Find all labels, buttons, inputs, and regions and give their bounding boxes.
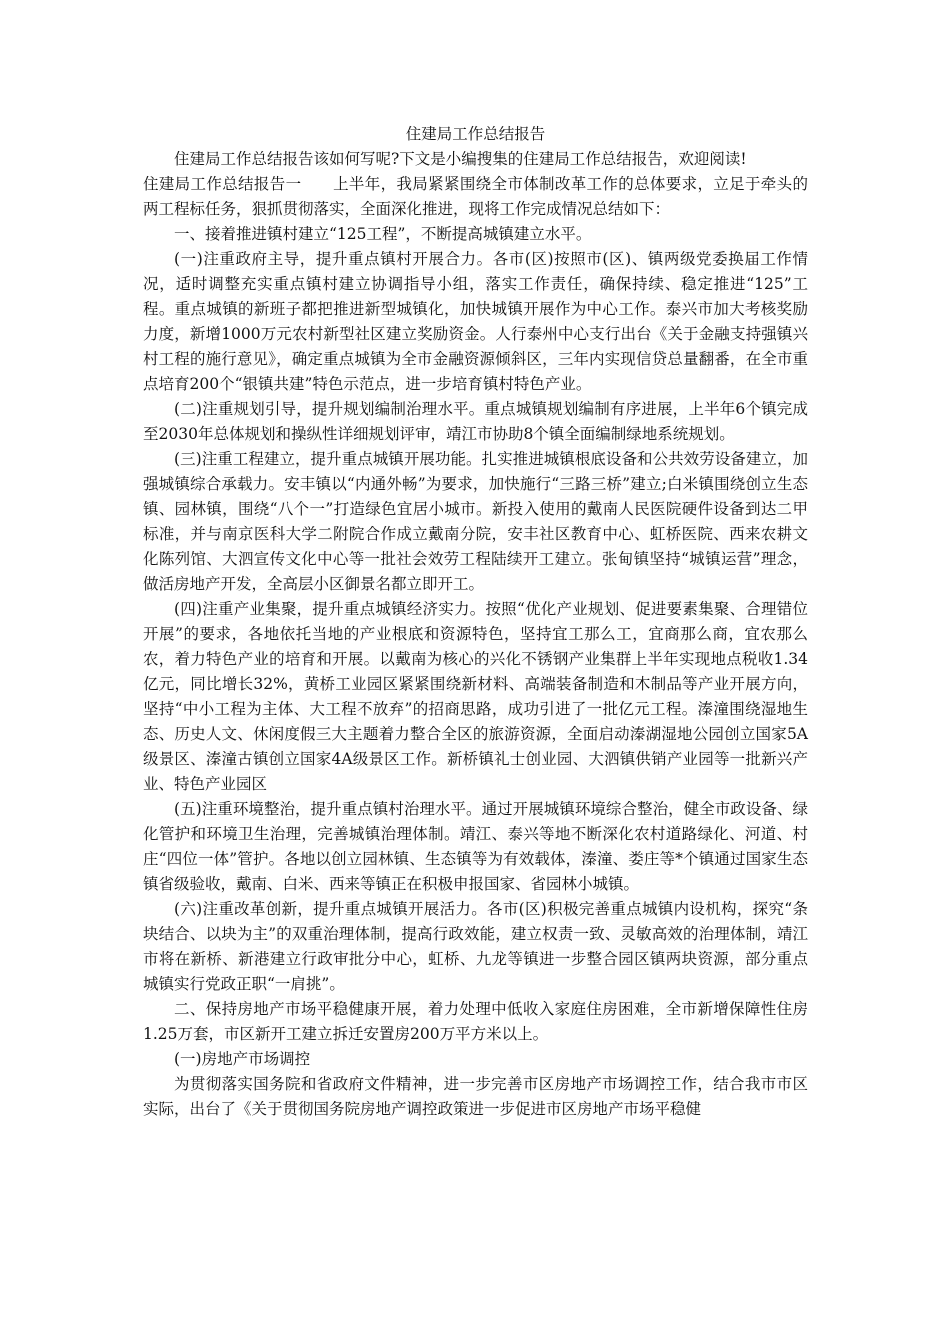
subsection-heading-market-control: (一)房地产市场调控	[174, 1050, 311, 1068]
paragraph-industry-cluster: (四)注重产业集聚，提升重点城镇经济实力。按照“优化产业规划、促进要素集聚、合理错位开展”的要求，各地依托当地的产业根底和资源特色，坚持宜工那么工，宜商那么商，宜农那么农，着力特色产业的培育和开展。以戴南为核心的兴化不锈钢产业集群上半年实现地点税收1.34亿元，同比增长32%，黄桥工业园区紧紧围绕新材料、高端装备制造和木制品等产业开展方向，坚持“中小工程为主体、大工程不放弃”的招商思路，成功引进了一批亿元工程。溱潼围绕湿地生态、历史人文、休闲度假三大主题着力整合全区的旅游资源，全面启动溱湖湿地公园创立国家5A级景区、溱潼古镇创立国家4A级景区工作。新桥镇礼士创业园、大泗镇供销产业园等一批新兴产业、特色产业园区	[143, 600, 808, 793]
document-title: 住建局工作总结报告	[405, 125, 546, 143]
report-opening-paragraph: 住建局工作总结报告一 上半年，我局紧紧围绕全市体制改革工作的总体要求，立足于牵头的两工程标任务，狠抓贯彻落实，全面深化推进，现将工作完成情况总结如下：	[143, 175, 808, 218]
paragraph-government-lead: (一)注重政府主导，提升重点镇村开展合力。各市(区)按照市(区)、镇两级党委换届工作情况，适时调整充实重点镇村建立协调指导小组，落实工作责任，确保持续、稳定推进“125”工程。重点城镇的新班子都把推进新型城镇化，加快城镇开展作为中心工作。泰兴市加大考核奖励力度，新增1000万元农村新型社区建立奖励资金。人行泰州中心支行出台《关于金融支持强镇兴村工程的施行意见》，确定重点城镇为全市金融资源倾斜区，三年内实现信贷总量翻番，在全市重点培育200个“银镇共建”特色示范点，进一步培育镇村特色产业。	[143, 250, 808, 393]
paragraph-market-control: 为贯彻落实国务院和省政府文件精神，进一步完善市区房地产市场调控工作，结合我市市区实际，出台了《关于贯彻国务院房地产调控政策进一步促进市区房地产市场平稳健	[143, 1075, 808, 1118]
paragraph-environment: (五)注重环境整治，提升重点镇村治理水平。通过开展城镇环境综合整治，健全市政设备、绿化管护和环境卫生治理，完善城镇治理体制。靖江、泰兴等地不断深化农村道路绿化、河道、村庄“四位一体”管护。各地以创立园林镇、生态镇等为有效载体，溱潼、娄庄等*个镇通过国家生态镇省级验收，戴南、白米、西来等镇正在积极申报国家、省园林小城镇。	[143, 800, 808, 893]
document-page	[143, 122, 808, 1122]
paragraph-reform: (六)注重改革创新，提升重点城镇开展活力。各市(区)积极完善重点城镇内设机构，探究“条块结合、以块为主”的双重治理体制，提高行政效能，建立权责一致、灵敏高效的治理体制，靖江市将在新桥、新港建立行政审批分中心，虹桥、九龙等镇进一步整合园区镇两块资源，部分重点城镇实行党政正职“一肩挑”。	[143, 900, 808, 993]
paragraph-project-construction: (三)注重工程建立，提升重点城镇开展功能。扎实推进城镇根底设备和公共效劳设备建立，加强城镇综合承载力。安丰镇以“内通外畅”为要求，加快施行“三路三桥”建立;白米镇围绕创立生态镇、园林镇，围绕“八个一”打造绿色宜居小城市。新投入使用的戴南人民医院硬件设备到达二甲标准，并与南京医科大学二附院合作成立戴南分院，安丰社区教育中心、虹桥医院、西来农耕文化陈列馆、大泗宣传文化中心等一批社会效劳工程陆续开工建立。张甸镇坚持“城镇运营”理念，做活房地产开发，全高层小区御景名都立即开工。	[143, 450, 808, 593]
section-one-heading: 一、接着推进镇村建立“125工程”，不断提高城镇建立水平。	[174, 225, 592, 243]
intro-paragraph: 住建局工作总结报告该如何写呢?下文是小编搜集的住建局工作总结报告，欢迎阅读!	[174, 150, 747, 168]
paragraph-planning: (二)注重规划引导，提升规划编制治理水平。重点城镇规划编制有序进展，上半年6个镇完成至2030年总体规划和操纵性详细规划评审，靖江市协助8个镇全面编制绿地系统规划。	[143, 400, 808, 443]
section-two-heading: 二、保持房地产市场平稳健康开展，着力处理中低收入家庭住房困难，全市新增保障性住房1.25万套，市区新开工建立拆迁安置房200万平方米以上。	[143, 1000, 808, 1043]
